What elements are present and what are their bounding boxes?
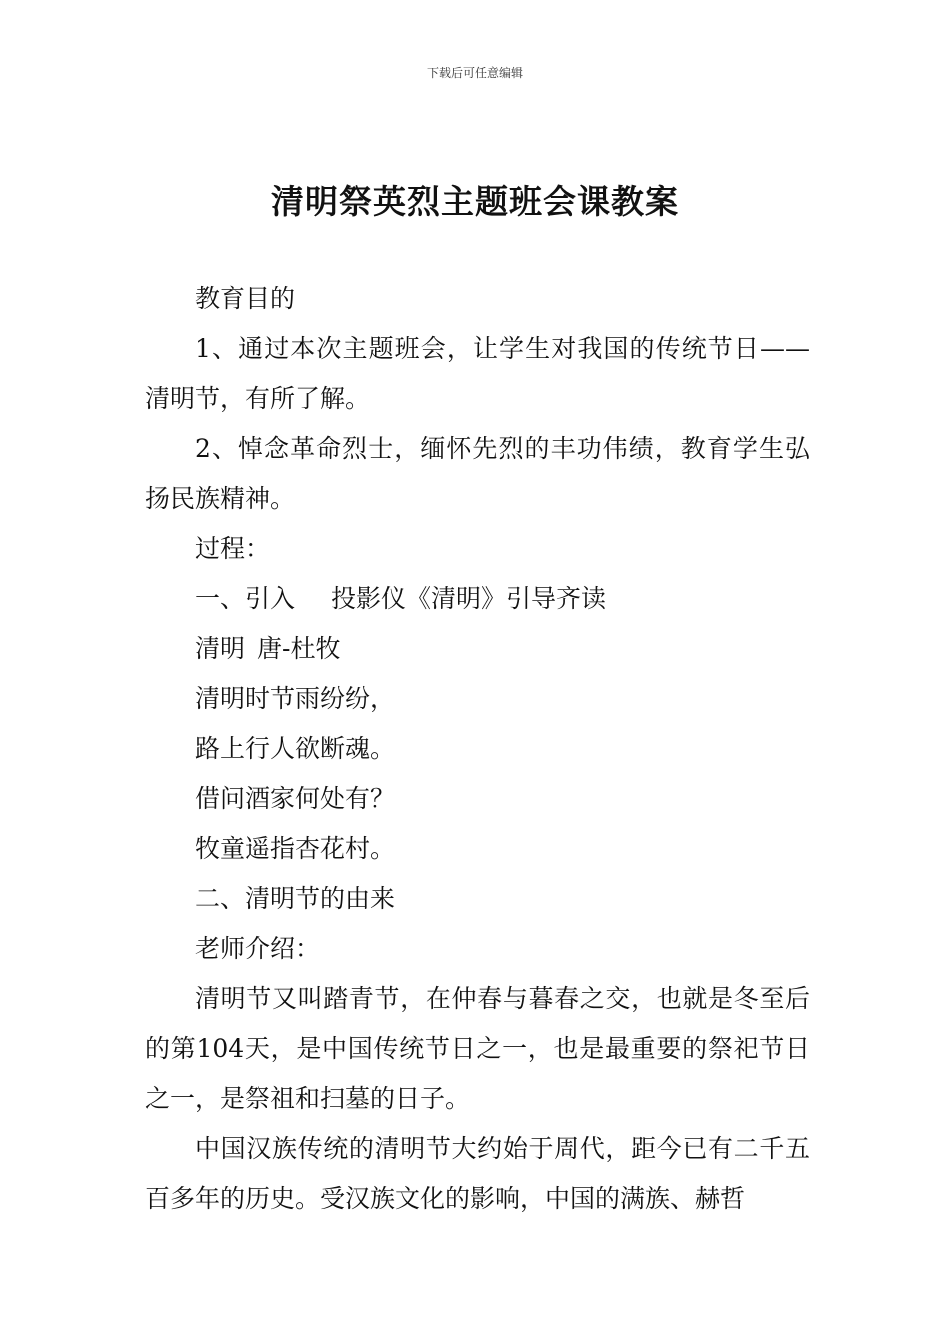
header-note: 下载后可任意编辑 — [426, 66, 523, 80]
poem-line: 清明时节雨纷纷， — [195, 684, 396, 713]
poem-line: 路上行人欲断魂。 — [195, 734, 396, 763]
process-heading: 过程： — [195, 534, 271, 563]
part1-line — [145, 574, 810, 624]
poem-author: 唐-杜牧 — [257, 634, 341, 663]
paragraph-1: 清明节又叫踏青节，在仲春与暮春之交，也就是冬至后的第104天，是中国传统节日之一，也是最重要的祭祀节日之一，是祭祖和扫墓的日子。 — [145, 984, 810, 1113]
goal-heading: 教育目的 — [195, 284, 296, 313]
teacher-intro: 老师介绍： — [195, 934, 321, 963]
part1-detail: 投影仪《清明》引导齐读 — [331, 584, 607, 613]
document-title: 清明祭英烈主题班会课教案 — [271, 182, 679, 221]
document-body — [145, 274, 810, 1224]
paragraph-2: 中国汉族传统的清明节大约始于周代，距今已有二千五百多年的历史。受汉族文化的影响，中国的满族、赫哲 — [145, 1134, 810, 1213]
goal-item-1: 1、通过本次主题班会，让学生对我国的传统节日——清明节，有所了解。 — [145, 334, 810, 413]
poem-line: 牧童遥指杏花村。 — [195, 834, 396, 863]
poem-title: 清明 — [195, 634, 246, 663]
part2-title: 二、清明节的由来 — [195, 884, 396, 913]
goal-item-2: 2、悼念革命烈士，缅怀先烈的丰功伟绩，教育学生弘扬民族精神。 — [145, 434, 810, 513]
poem-line: 借问酒家何处有？ — [195, 784, 396, 813]
poem-heading — [145, 624, 810, 674]
part1-title: 一、引入 — [195, 584, 296, 613]
